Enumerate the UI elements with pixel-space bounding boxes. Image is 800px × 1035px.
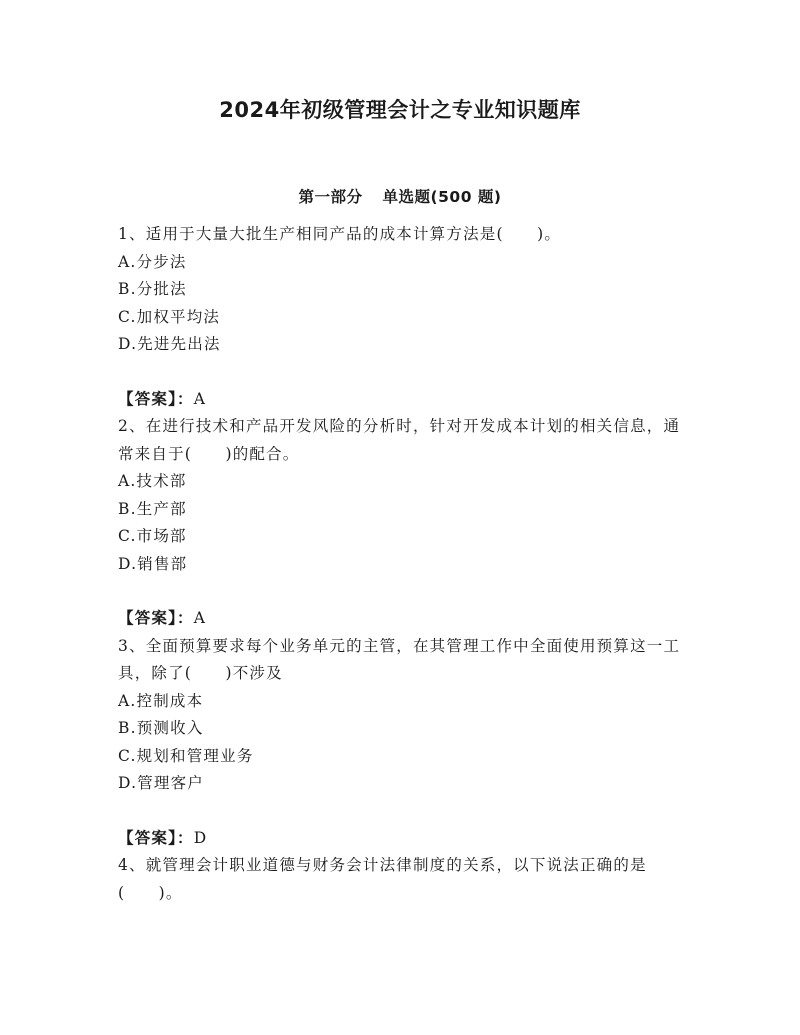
question-3 [118,633,688,798]
option-b: B.预测收入 [118,719,204,737]
answer-value: A [193,389,207,408]
question-4 [118,852,688,907]
option-b: B.生产部 [118,499,187,518]
option-c: C.市场部 [118,527,187,545]
answer-1 [118,386,688,414]
question-text: 1、适用于大量大批生产相同产品的成本计算方法是( )。 [118,225,562,243]
option-a: A.分步法 [118,252,187,271]
question-1 [118,221,688,359]
option-c: C.规划和管理业务 [118,746,254,765]
answer-2 [118,605,688,633]
option-b: B.分批法 [118,280,187,298]
question-text: 4、就管理会计职业道德与财务会计法律制度的关系，以下说法正确的是( )。 [118,856,647,902]
option-c: C.加权平均法 [118,307,221,326]
question-2 [118,413,688,578]
question-text: 2、在进行技术和产品开发风险的分析时，针对开发成本计划的相关信息，通常来自于( )的配合。 [118,417,681,463]
option-a: A.技术部 [118,472,187,490]
option-d: D.先进先出法 [118,335,221,353]
section-title: 第一部分 [298,188,363,206]
question-text: 3、全面预算要求每个业务单元的主管，在其管理工作中全面使用预算这一工具，除了( )不涉及 [118,636,681,682]
section-heading [0,185,800,207]
option-d: D.管理客户 [118,774,205,792]
answer-value: A [193,609,207,627]
answer-label: 【答案】： [118,389,194,408]
answer-label: 【答案】： [118,828,194,847]
question-list [118,221,688,907]
option-a: A.控制成本 [118,691,204,710]
answer-label: 【答案】： [118,609,194,627]
section-subtitle: 单选题(500 题) [382,188,502,206]
document-title: 2024年初级管理会计之专业知识题库 [219,98,581,122]
option-d: D.销售部 [118,554,188,573]
answer-3 [118,825,688,853]
answer-value: D [193,828,208,847]
